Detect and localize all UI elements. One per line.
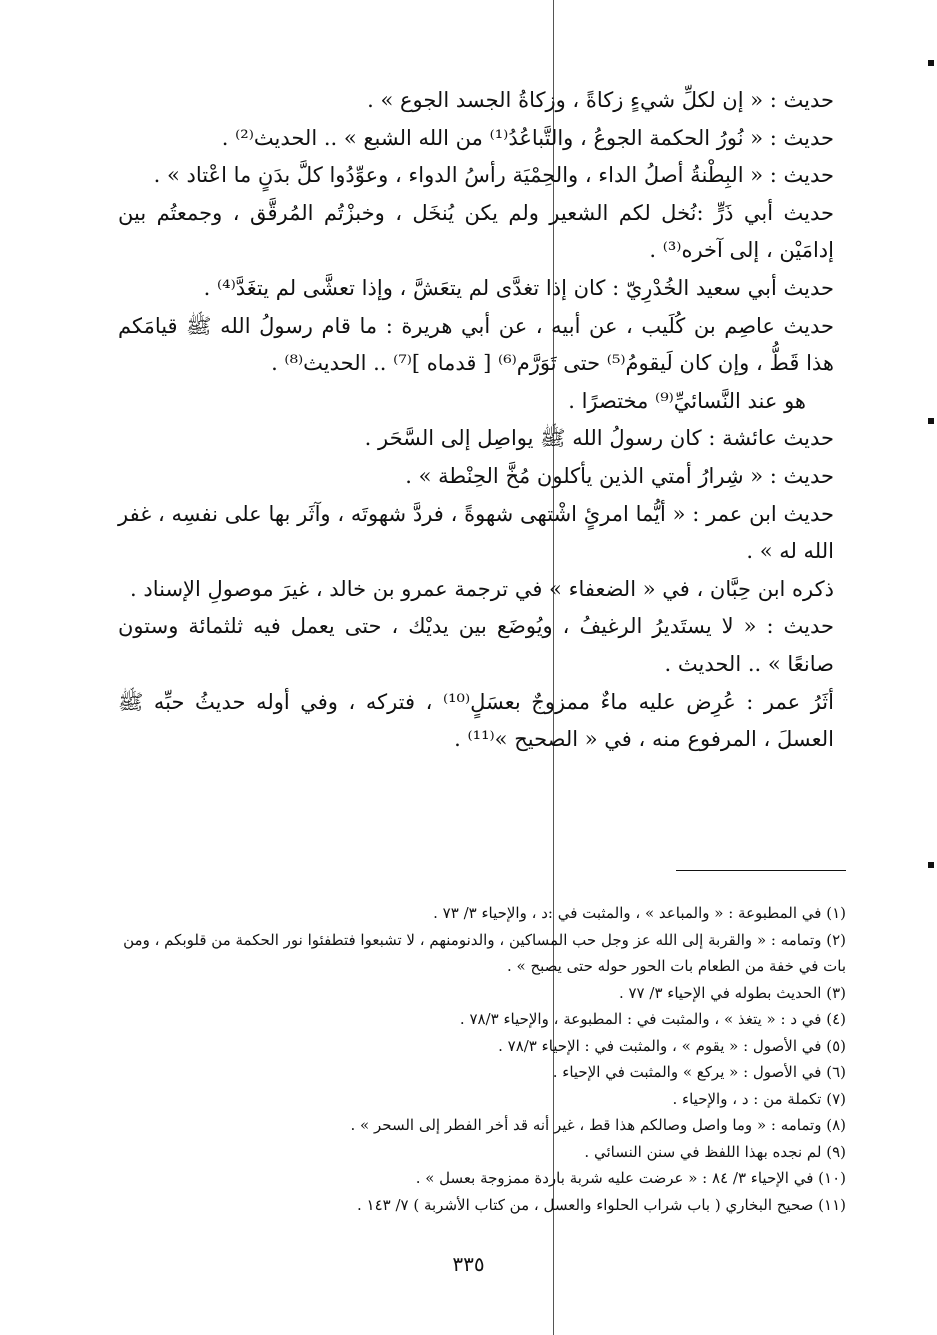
paragraph: حديث : « نُورُ الحكمة الجوعُ ، والتَّباعُدُ⁽¹⁾ من الله الشبع » .. الحديث⁽²⁾ . <box>221 125 834 150</box>
edge-mark <box>928 862 934 868</box>
footnote: (١١) صحيح البخاري ( باب شراب الحلواء والعسل ، من كتاب الأشربة ) ٧/ ١٤٣ . <box>356 1195 846 1214</box>
page-number: ٣٣٥ <box>452 1252 485 1276</box>
footnote: (٤) في د : « يتغذ » ، والمثبت في : المطبوعة ، والإحياء ٧٨/٣ . <box>459 1010 846 1028</box>
paragraph: هو عند النَّسائيِّ⁽⁹⁾ مختصرًا . <box>568 388 806 413</box>
footnote: (٣) الحديث بطوله في الإحياء ٣/ ٧٧ . <box>618 983 846 1002</box>
footnote: (٧) تكملة من : د ، والإحياء . <box>672 1089 846 1108</box>
footnote: (٥) في الأصول : « يقوم » ، والمثبت في : الإحياء ٧٨/٣ . <box>498 1036 846 1055</box>
edge-mark <box>928 60 934 66</box>
footnote: (٢) وتمامه : « والقربة إلى الله عز وجل حب المساكين ، والدنومنهم ، لا تشبعوا فتطفئوا نور الحكمة من قلوبكم ، ومن بات في خفة من الطعام بات الحور حوله حتى يصبح » . <box>123 930 846 975</box>
footnote: (٩) لم نجده بهذا اللفظ في سنن النسائي . <box>584 1142 846 1161</box>
paragraph: حديث : « البِطْنةُ أصلُ الداء ، والحِمْيَة رأسُ الدواء ، وعوِّدُوا كلَّ بدَنٍ ما اعْتاد » . <box>153 163 834 188</box>
paragraph: حديث : « شِرارُ أمتي الذين يأكلون مُخَّ الحِنْطة » . <box>405 463 834 488</box>
paragraph: حديث أبي ذَرٍّ :نُخل لكم الشعير ولم يكن يُنخَل ، وخبزْتُم المُرقَّق ، وجمعتُم بين إدامَيْن ، إلى آخره⁽³⁾ . <box>118 200 834 263</box>
footnote: (٨) وتمامه : « وما واصل وصالكم هذا قط ، غير أنه قد أخر الفطر إلى السحر » . <box>350 1116 846 1134</box>
paragraph: حديث ابن عمر : « أيُّما امرئٍ اشْتهى شهوةً ، فردَّ شهوتَه ، وآثَر بها على نفسِه ، غفر الله له » . <box>118 501 834 564</box>
footnote: (١٠) في الإحياء ٣/ ٨٤ : « عرضت عليه شربة باردة ممزوجة بعسل » . <box>415 1169 846 1187</box>
paragraph: ذكره ابن حِبَّان ، في « الضعفاء » في ترجمة عمرو بن خالد ، غيرَ موصولِ الإسناد . <box>130 576 834 601</box>
paragraph: حديث : « لا يستَديرُ الرغيفُ ، ويُوضَع بين يديْك ، حتى يعمل فيه ثلثمائة وستون صانعًا » .. الحديث . <box>118 614 834 676</box>
footnote: (١) في المطبوعة : « والمباعد » ، والمثبت في :د ، والإحياء ٣/ ٧٣ . <box>433 904 846 922</box>
footnote: (٦) في الأصول : « يركع » والمثبت في الإحياء . <box>552 1063 846 1081</box>
footnote-separator <box>676 870 846 871</box>
main-text <box>118 82 846 759</box>
edge-mark <box>928 418 934 424</box>
footnotes <box>118 900 846 1218</box>
paragraph: حديث عائشة : كان رسولُ الله ﷺ يواصِل إلى السَّحَر . <box>364 426 834 451</box>
paragraph: أثَرُ عمر : عُرِض عليه ماءٌ ممزوجٌ بعسَلٍ⁽¹⁰⁾ ، فتركه ، وفي أوله حديثُ حبِّه ﷺ العسلَ ، المرفوع منه ، في « الصحيح »⁽¹¹⁾ . <box>118 689 834 752</box>
paragraph: حديث : « إن لكلِّ شيءٍ زكاةً ، وزكاةُ الجسد الجوع » . <box>367 88 834 112</box>
paragraph: حديث أبي سعيد الخُدْرِيّ : كان إذا تغدَّى لم يتعَشَّ ، وإذا تعشَّى لم يتغَدَّ⁽⁴⁾ . <box>203 275 834 300</box>
paragraph: حديث عاصِم بن كُلَيب ، عن أبيه ، عن أبي هريرة : ما قام رسولُ الله ﷺ قيامَكم هذا قَطُّ ، وإن كان لَيقومُ⁽⁵⁾ حتى تَوَرَّم⁽⁶⁾ [ قدماه ]⁽⁷⁾ .. الحديث⁽⁸⁾ . <box>118 313 834 376</box>
